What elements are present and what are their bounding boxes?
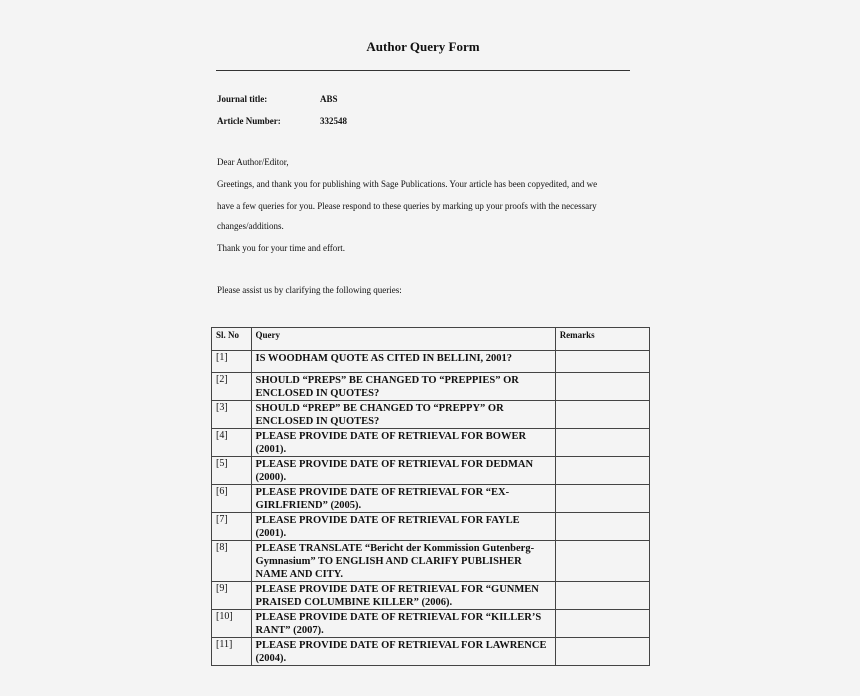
row-number: [5]: [212, 457, 252, 485]
page-title: Author Query Form: [366, 39, 480, 54]
row-number: [9]: [212, 582, 252, 610]
header-query: Query: [251, 328, 555, 351]
row-number: [6]: [212, 485, 252, 513]
thanks-line: Thank you for your time and effort.: [217, 243, 346, 253]
journal-title-label: Journal title:: [217, 94, 268, 104]
table-row: [212, 401, 650, 429]
row-remarks[interactable]: [555, 457, 649, 485]
row-query: SHOULD “PREPS” BE CHANGED TO “PREPPIES” OR ENCLOSED IN QUOTES?: [251, 373, 555, 401]
header-sl-no: Sl. No: [212, 328, 252, 351]
row-remarks[interactable]: [555, 429, 649, 457]
title-divider: [216, 70, 630, 71]
row-query: PLEASE PROVIDE DATE OF RETRIEVAL FOR LAWRENCE (2004).: [251, 638, 555, 666]
query-table: [211, 327, 650, 666]
row-query: PLEASE PROVIDE DATE OF RETRIEVAL FOR FAYLE (2001).: [251, 513, 555, 541]
table-row: [212, 513, 650, 541]
row-remarks[interactable]: [555, 541, 649, 582]
table-row: [212, 429, 650, 457]
row-number: [8]: [212, 541, 252, 582]
table-row: [212, 351, 650, 373]
row-remarks[interactable]: [555, 373, 649, 401]
row-query: PLEASE PROVIDE DATE OF RETRIEVAL FOR “KILLER’S RANT” (2007).: [251, 610, 555, 638]
table-row: [212, 457, 650, 485]
table-row: [212, 638, 650, 666]
row-query: PLEASE TRANSLATE “Bericht der Kommission Gutenberg-Gymnasium” TO ENGLISH AND CLARIFY PUBLISHER NAME AND CITY.: [251, 541, 555, 582]
row-query: PLEASE PROVIDE DATE OF RETRIEVAL FOR BOWER (2001).: [251, 429, 555, 457]
row-number: [11]: [212, 638, 252, 666]
row-query: SHOULD “PREP” BE CHANGED TO “PREPPY” OR ENCLOSED IN QUOTES?: [251, 401, 555, 429]
row-query: PLEASE PROVIDE DATE OF RETRIEVAL FOR DEDMAN (2000).: [251, 457, 555, 485]
row-remarks[interactable]: [555, 582, 649, 610]
row-remarks[interactable]: [555, 610, 649, 638]
row-number: [1]: [212, 351, 252, 373]
row-number: [3]: [212, 401, 252, 429]
table-row: [212, 582, 650, 610]
table-row: [212, 485, 650, 513]
row-remarks[interactable]: [555, 485, 649, 513]
header-remarks: Remarks: [555, 328, 649, 351]
row-query: IS WOODHAM QUOTE AS CITED IN BELLINI, 2001?: [251, 351, 555, 373]
row-number: [10]: [212, 610, 252, 638]
article-number-value: 332548: [320, 116, 347, 126]
salutation: Dear Author/Editor,: [217, 157, 289, 167]
table-header-row: [212, 328, 650, 351]
request-line: Please assist us by clarifying the following queries:: [217, 285, 402, 295]
journal-title-value: ABS: [320, 94, 338, 104]
greeting-line-2: have a few queries for you. Please respond to these queries by marking up your proofs with the necessary: [217, 201, 597, 211]
row-remarks[interactable]: [555, 401, 649, 429]
greeting-line-1: Greetings, and thank you for publishing with Sage Publications. Your article has been copyedited, and we: [217, 179, 598, 189]
table-row: [212, 610, 650, 638]
table-row: [212, 541, 650, 582]
row-remarks[interactable]: [555, 351, 649, 373]
row-remarks[interactable]: [555, 638, 649, 666]
greeting-line-3: changes/additions.: [217, 221, 284, 231]
row-number: [4]: [212, 429, 252, 457]
row-query: PLEASE PROVIDE DATE OF RETRIEVAL FOR “GUNMEN PRAISED COLUMBINE KILLER” (2006).: [251, 582, 555, 610]
row-number: [7]: [212, 513, 252, 541]
row-query: PLEASE PROVIDE DATE OF RETRIEVAL FOR “EX-GIRLFRIEND” (2005).: [251, 485, 555, 513]
article-number-label: Article Number:: [217, 116, 281, 126]
row-remarks[interactable]: [555, 513, 649, 541]
table-row: [212, 373, 650, 401]
row-number: [2]: [212, 373, 252, 401]
